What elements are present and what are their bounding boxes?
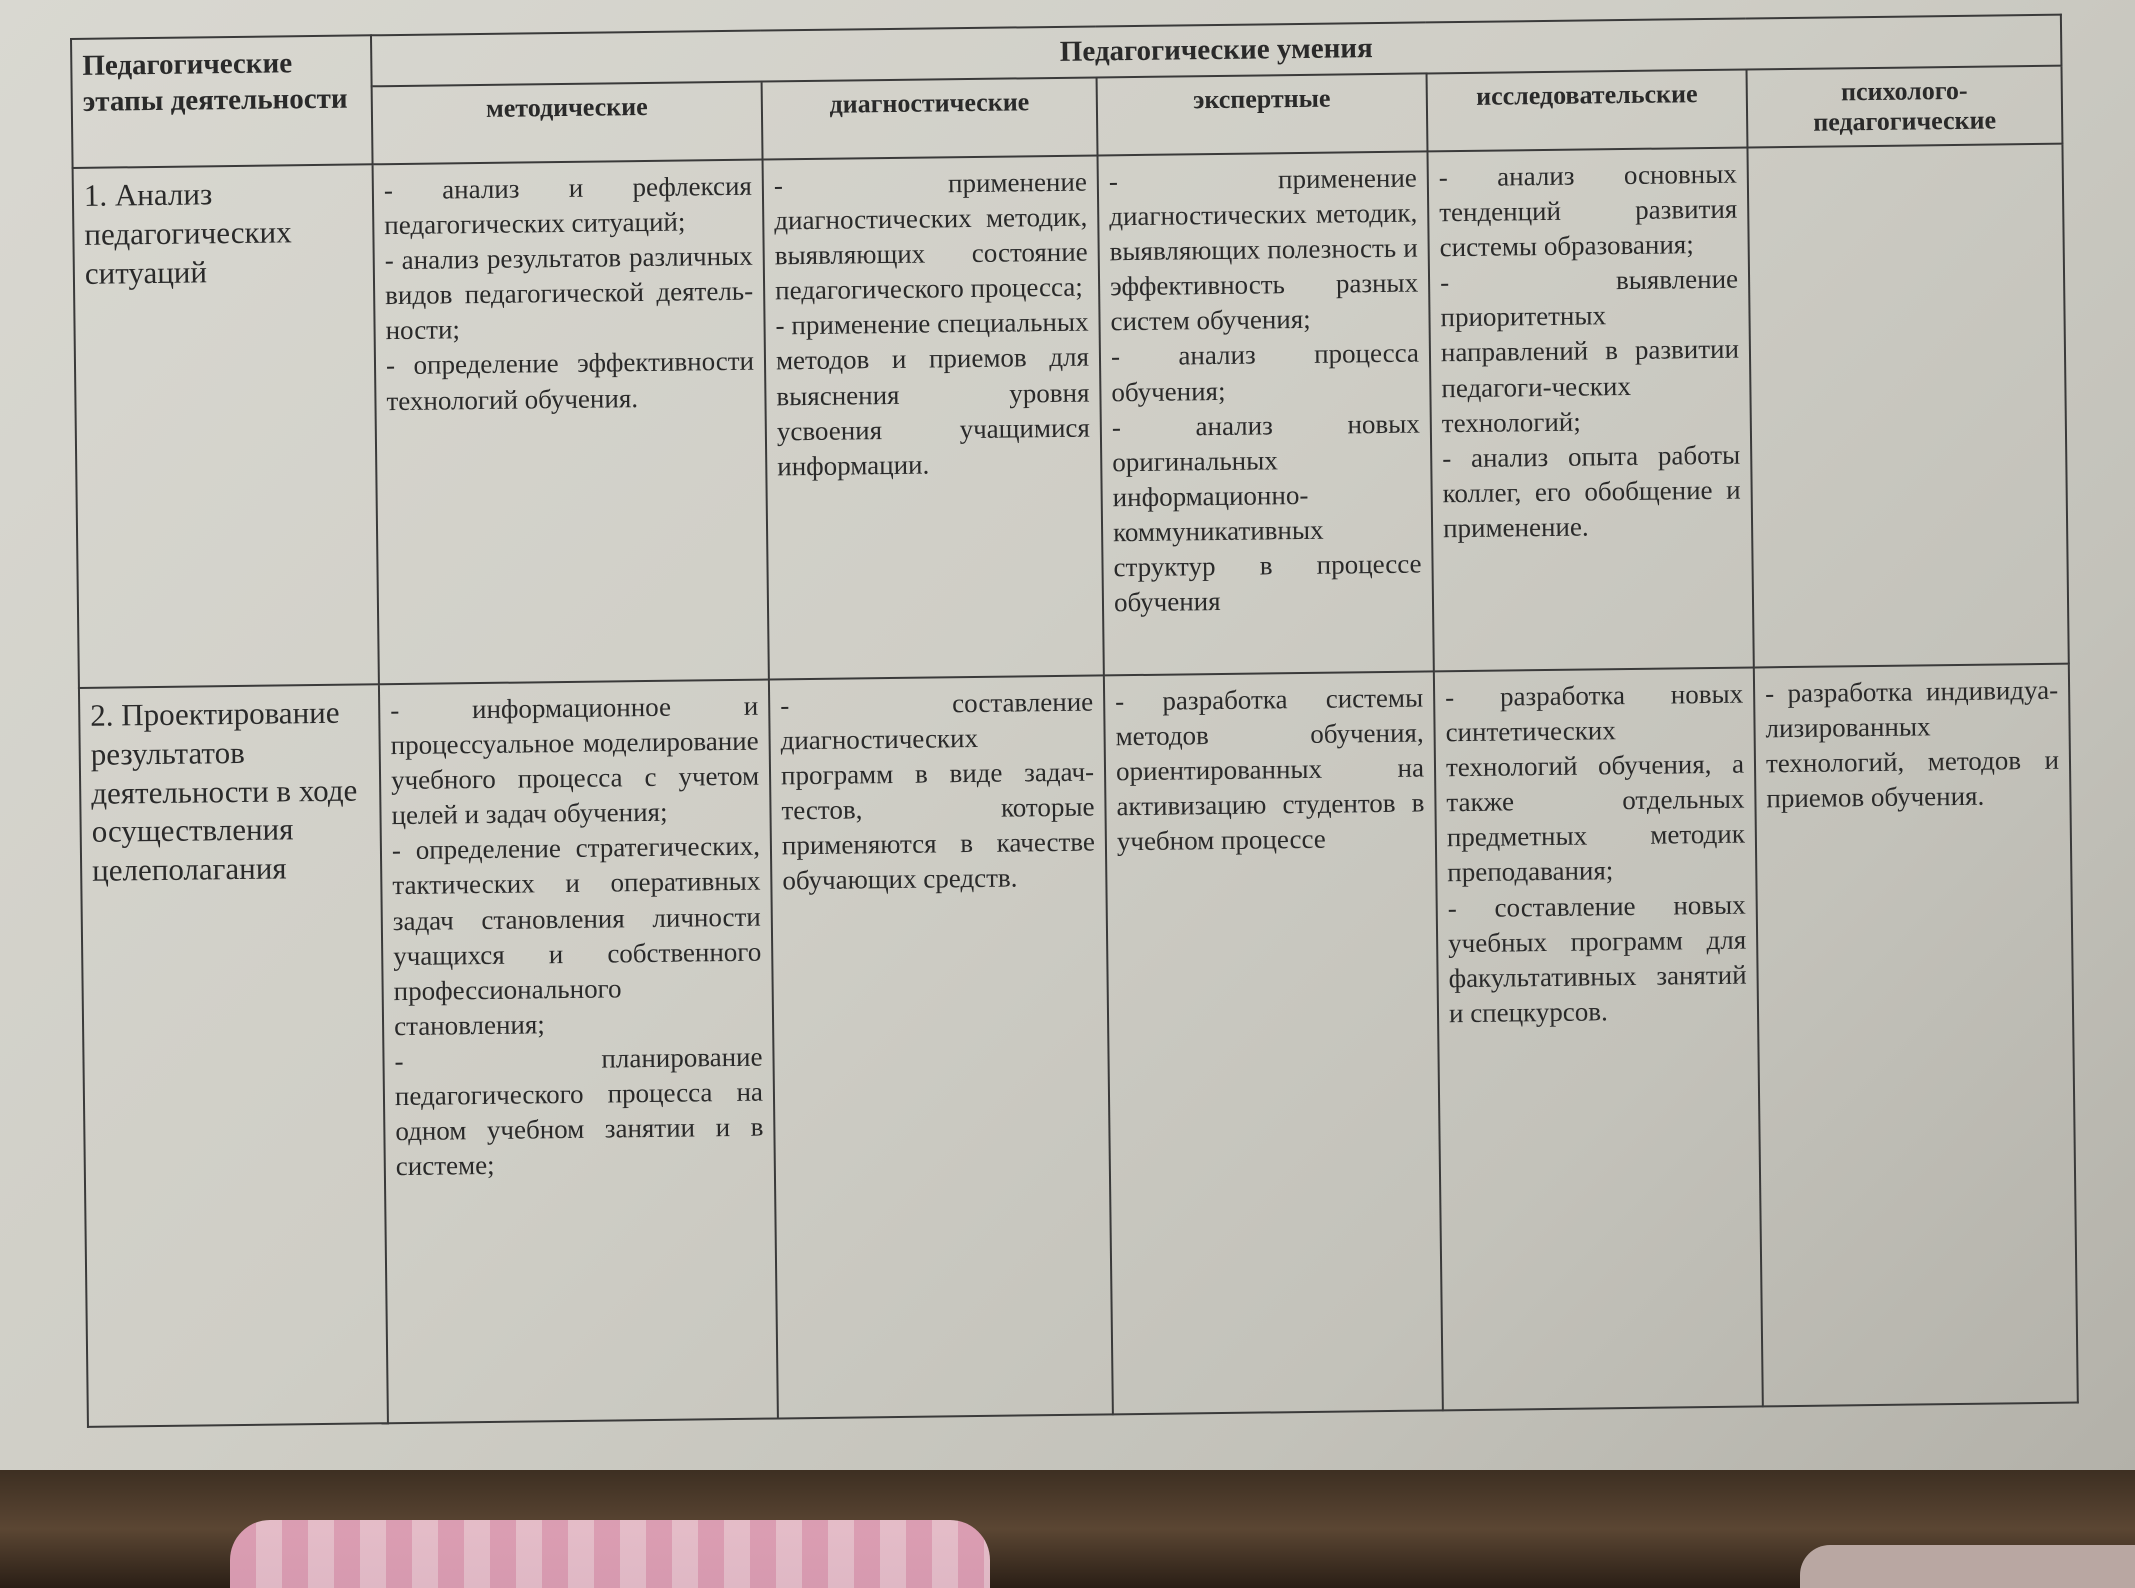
table-row-2	[79, 664, 2078, 1427]
cell-r1-methodical	[373, 160, 769, 685]
cell-r2-psych	[1754, 664, 2078, 1407]
header-col-research: исследовательские	[1427, 70, 1748, 152]
list-item: - анализ процесса обучения;	[1110, 338, 1420, 407]
header-col-psych: психолого-педагогические	[1747, 66, 2063, 148]
list-item: - разработка системы методов обучения, ориентированных на активизацию студентов в учебном процессе	[1114, 682, 1425, 857]
stage-cell-2: 2. Проектирование результатов деятельности в ходе осуществления целеполагания	[79, 684, 388, 1427]
cell-r2-research	[1434, 667, 1763, 1410]
header-col-expert: экспертные	[1097, 73, 1428, 155]
list-item: - анализ основных тенденций развития системы образования;	[1438, 158, 1738, 263]
cell-r1-research	[1427, 148, 1753, 672]
cell-r1-diagnostic	[763, 155, 1104, 679]
cell-r2-diagnostic	[769, 675, 1113, 1418]
header-col-diagnostic: диагностические	[762, 77, 1098, 159]
stage-cell-1: 1. Анализ педагогических ситуаций	[73, 164, 379, 688]
list-item: - планирование педагогического процесса на одном учебном занятии и в системе;	[394, 1041, 764, 1182]
list-item: - анализ результатов различных видов педагогической деятель-ности;	[384, 240, 754, 346]
list-item: - выявление приоритетных направлений в развитии педагоги-ческих технологий;	[1439, 263, 1740, 438]
list-item: - анализ новых оригинальных информационно-коммуникативных структур в процессе обучения	[1111, 408, 1422, 618]
list-item: - применение специальных методов и приемов для выяснения уровня усвоения учащимися информации.	[775, 306, 1091, 482]
pink-fabric	[230, 1520, 990, 1588]
list-item: - применение диагностических методик, выявляющих полезность и эффективность разных систем обучения;	[1108, 162, 1419, 337]
list-item: - составление новых учебных программ для факультативных занятий и спецкурсов.	[1447, 889, 1747, 1029]
header-stages: Педагогические этапы деятельности	[71, 35, 373, 168]
cell-r1-psych	[1747, 144, 2068, 668]
cell-r2-methodical	[379, 680, 778, 1424]
skills-table	[70, 14, 2079, 1428]
table-row-1	[73, 144, 2069, 688]
cell-r2-expert	[1104, 671, 1443, 1414]
list-item: - анализ и рефлексия педагогических ситуаций;	[383, 170, 753, 241]
cell-r1-expert	[1098, 151, 1434, 675]
list-item: - определение эффективности технологий обучения.	[385, 346, 755, 416]
list-item: - информационное и процессуальное моделирование учебного процесса с учетом целей и задач обучения;	[390, 690, 760, 831]
list-item: - определение стратегических, тактических и оперативных задач становления личности учащихся и собственного профессионального становления;	[391, 831, 762, 1041]
header-skills-group: Педагогические умения	[371, 15, 2062, 87]
header-col-methodical: методические	[372, 82, 763, 165]
list-item: - разработка новых синтетических технологий обучения, а также отдельных предметных методик преподавания;	[1444, 678, 1746, 888]
list-item: - составление диагностических программ в виде задач-тестов, которые применяются в качестве обучающих средств.	[780, 686, 1096, 896]
list-item: - разработка индивидуа-лизированных технологий, методов и приемов обучения.	[1764, 674, 2060, 814]
list-item: - применение диагностических методик, выявляющих состояние педагогического процесса;	[773, 166, 1088, 306]
list-item: - анализ опыта работы коллег, его обобщение и применение.	[1442, 439, 1741, 544]
fabric-corner	[1800, 1545, 2135, 1588]
